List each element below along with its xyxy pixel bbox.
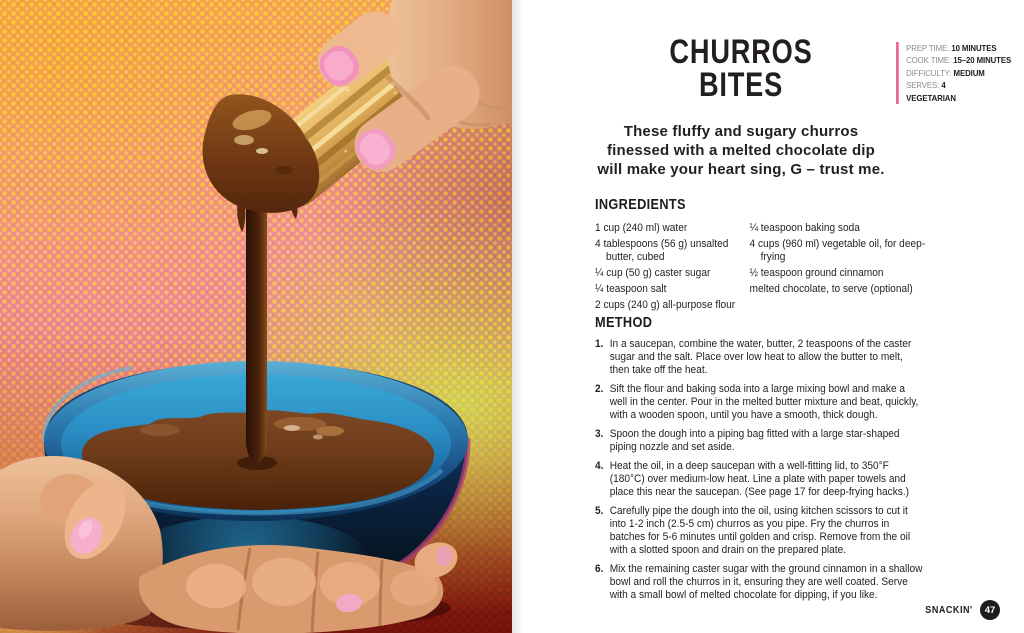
meta-row-cook [906,54,1011,66]
section-label: SNACKIN' [925,604,973,616]
step-number: 4. [595,460,604,472]
meta-row-serves [906,79,1011,91]
page-number-badge [980,600,1000,620]
list-item: 4 tablespoons (56 g) unsalted butter, cubed [595,238,729,263]
step-text: Heat the oil, in a deep saucepan with a well-fitting lid, to 350°F (180°C) over medium-low heat. Line a plate with paper towels and place this near the saucepan. (See page 17 for deep-frying hacks.) [609,460,910,498]
meta-value: MEDIUM [953,67,985,78]
method-heading: METHOD [595,314,653,331]
recipe-intro [512,122,970,179]
recipe-page [512,0,1024,633]
method-step [595,460,923,499]
step-number: 1. [595,338,604,350]
method-step [595,505,923,557]
step-text: Sift the flour and baking soda into a large mixing bowl and make a well in the center. Pour in the melted butter mixture and beat, quickly, with a wooden spoon, until you have a smooth, thick dough. [609,383,919,421]
method-step [595,428,923,454]
method-section [595,314,961,608]
ingredients-heading: INGREDIENTS [595,196,686,213]
meta-label: DIFFICULTY: [906,67,954,78]
list-item: melted chocolate, to serve (optional) [749,283,913,295]
meta-row-vegetarian [906,92,1011,104]
page-footer [920,600,1000,620]
recipe-meta-box [896,42,1011,104]
step-number: 5. [595,505,604,517]
ingredients-column-1 [595,222,740,315]
ingredients-section [595,196,995,315]
intro-line: finessed with a melted chocolate dip [606,142,876,159]
intro-line: These fluffy and sugary churros [623,123,859,140]
list-item: ¼ teaspoon salt [595,283,667,295]
method-step [595,563,923,602]
step-number: 2. [595,383,604,395]
step-text: Spoon the dough into a piping bag fitted with a large star-shaped piping nozzle and set aside. [609,428,900,453]
meta-row-difficulty [906,67,1011,79]
list-item: ¼ teaspoon baking soda [749,222,860,234]
meta-row-prep [906,42,1011,54]
list-item: ¼ cup (50 g) caster sugar [595,267,711,279]
title-line-1: CHURROS [669,33,813,71]
list-item: 1 cup (240 ml) water [595,222,688,234]
page-title [558,33,924,104]
meta-label: COOK TIME: [906,55,954,66]
title-line-2: BITES [698,66,784,104]
list-item: 2 cups (240 g) all-purpose flour [595,299,736,311]
intro-line: will make your heart sing, G – trust me. [597,161,885,178]
step-text: Carefully pipe the dough into the oil, using kitchen scissors to cut it into 1-2 inch (2.5-5 cm) churros as you pipe. Fry the churros in batches for 5-6 minutes until golden and crisp. Remove from the oil with a slotted spoon and drain on the prepared plate. [609,505,911,556]
step-text: In a saucepan, combine the water, butter, 2 teaspoons of the caster sugar and the salt. Place over low heat to allow the butter to melt, then take off the heat. [609,338,912,376]
meta-label: SERVES: [906,80,942,91]
step-number: 3. [595,428,604,440]
meta-value: VEGETARIAN [906,92,956,103]
step-text: Mix the remaining caster sugar with the ground cinnamon in a shallow bowl and roll the churros in it, ensuring they are well coated. Serve with a small bowl of melted chocolate for dipping, if you like. [609,563,923,601]
ingredients-column-2 [750,222,927,315]
list-item: 4 cups (960 ml) vegetable oil, for deep-frying [749,238,926,263]
page-number: 47 [984,604,996,616]
meta-label: PREP TIME: [906,43,952,53]
list-item: ½ teaspoon ground cinnamon [749,267,884,279]
meta-value: 15–20 MINUTES [953,55,1012,66]
meta-value: 4 [941,80,946,91]
step-number: 6. [595,563,604,575]
method-step [595,383,923,422]
meta-value: 10 MINUTES [951,43,997,53]
method-step [595,338,923,377]
